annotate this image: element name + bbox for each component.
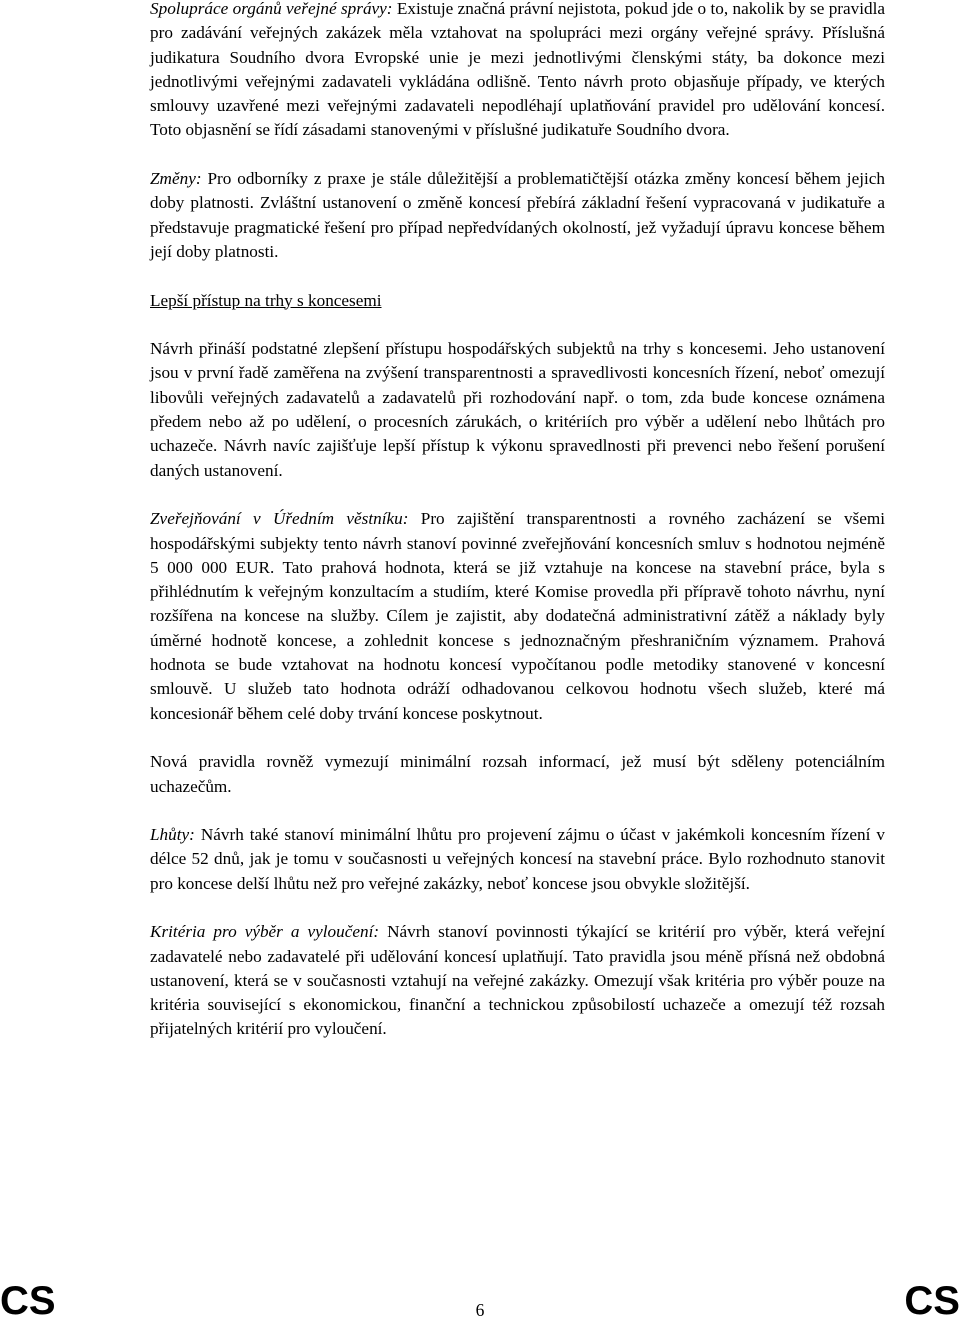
paragraph-lead: Změny: xyxy=(150,169,202,189)
paragraph-text: Návrh také stanoví minimální lhůtu pro projevení zájmu o účast v jakémkoli koncesním řízení v délce 52 dnů, jak je tomu v současnosti u veřejných koncesí na stavební práce. Bylo rozhodnuto stanovit pro koncese delší lhůtu než pro veřejné zakázky, neboť koncese jsou obvykle složitější. xyxy=(150,825,885,893)
footer-language-right: CS xyxy=(904,1279,960,1323)
paragraph-changes xyxy=(150,167,885,264)
paragraph-text: Pro zajištění transparentnosti a rovného zacházení se všemi hospodářskými subjekty tento návrh stanoví povinné zveřejňování koncesních smluv s hodnotou nejméně 5 000 000 EUR. Tato prahová hodnota, která se již vztahuje na koncese na stavební práce, byla s přihlédnutím k veřejným konzultacím a studiím, které Komise provedla při přípravě tohoto návrhu, nyní rozšířena na koncese na služby. Cílem je zajistit, aby dodatečná administrativní zátěž a náklady byly úměrné hodnotě koncese, a zohlednit koncese s jednoznačným přeshraničním významem. Prahová hodnota se bude vztahovat na hodnotu koncesí vypočítanou podle metodiky stanovené v koncesní smlouvě. U služeb tato hodnota odráží odhadovanou celkovou hodnotu všech služeb, které má koncesionář během celé doby trvání koncese poskytnout. xyxy=(150,509,885,723)
paragraph-text: Návrh stanoví povinnosti týkající se kritérií pro výběr, která veřejní zadavatelé nebo zadavatelé při udělování koncesí uplatňují. Tato pravidla jsou méně přísná než obdobná ustanovení, která se v současnosti vztahují na veřejné zakázky. Omezují však kritéria pro výběr pouze na kritéria související s ekonomickou, finanční a technickou způsobilostí uchazeče a omezují též rozsah přijatelných kritérií pro vyloučení. xyxy=(150,922,885,1039)
paragraph-text: Pro odborníky z praxe je stále důležitější a problematičtější otázka změny koncesí během jejich doby platnosti. Zvláštní ustanovení o změně koncesí přebírá základní řešení vypracovaná v judikatuře a představuje pragmatické řešení pro případ nepředvídaných okolností, jež vyžadují úpravu koncese během její doby platnosti. xyxy=(150,169,885,261)
paragraph-new-rules xyxy=(150,750,885,799)
paragraph-lead: Kritéria pro výběr a vyloučení: xyxy=(150,922,380,942)
page-number: 6 xyxy=(475,1300,485,1320)
paragraph-cooperation xyxy=(150,0,885,143)
paragraph-publication xyxy=(150,507,885,726)
paragraph-market-access xyxy=(150,337,885,483)
section-heading: Lepší přístup na trhy s koncesemi xyxy=(150,290,382,310)
paragraph-text: Návrh přináší podstatné zlepšení přístupu hospodářských subjektů na trhy s koncesemi. Jeho ustanovení jsou v první řadě zaměřena na zvýšení transparentnosti a spravedlivosti koncesních řízení, neboť omezují libovůli veřejných zadavatelů a zadavatelů při rozhodování např. o tom, zda bude koncese oznámena předem nebo až po udělení, o procesních zárukách, o kritériích pro výběr a udělení nebo lhůtách pro uchazeče. Návrh navíc zajišťuje lepší přístup k výkonu spravedlnosti při prevenci nebo řešení porušení daných ustanovení. xyxy=(150,339,885,480)
paragraph-criteria xyxy=(150,920,885,1041)
paragraph-text: Nová pravidla rovněž vymezují minimální rozsah informací, jež musí být sděleny potenciálním uchazečům. xyxy=(150,752,885,796)
paragraph-text: Existuje značná právní nejistota, pokud jde o to, nakolik by se pravidla pro zadávání veřejných zakázek měla vztahovat na spolupráci mezi orgány veřejné správy. Příslušná judikatura Soudního dvora Evropské unie je mezi jednotlivými členskými státy, ba dokonce mezi jednotlivými veřejnými zadavateli vykládána odlišně. Tento návrh proto objasňuje případy, ve kterých smlouvy uzavřené mezi veřejnými zadavateli nepodléhají uplatňování pravidel pro udělování koncesí. Toto objasnění se řídí zásadami stanovenými v příslušné judikatuře Soudního dvora. xyxy=(150,0,886,140)
footer-language-left: CS xyxy=(0,1279,56,1323)
paragraph-lead: Zveřejňování v Úředním věstníku: xyxy=(150,509,409,529)
paragraph-lead: Spolupráce orgánů veřejné správy: xyxy=(150,0,393,18)
document-body xyxy=(150,0,885,1066)
paragraph-deadlines xyxy=(150,823,885,896)
paragraph-lead: Lhůty: xyxy=(150,825,195,845)
